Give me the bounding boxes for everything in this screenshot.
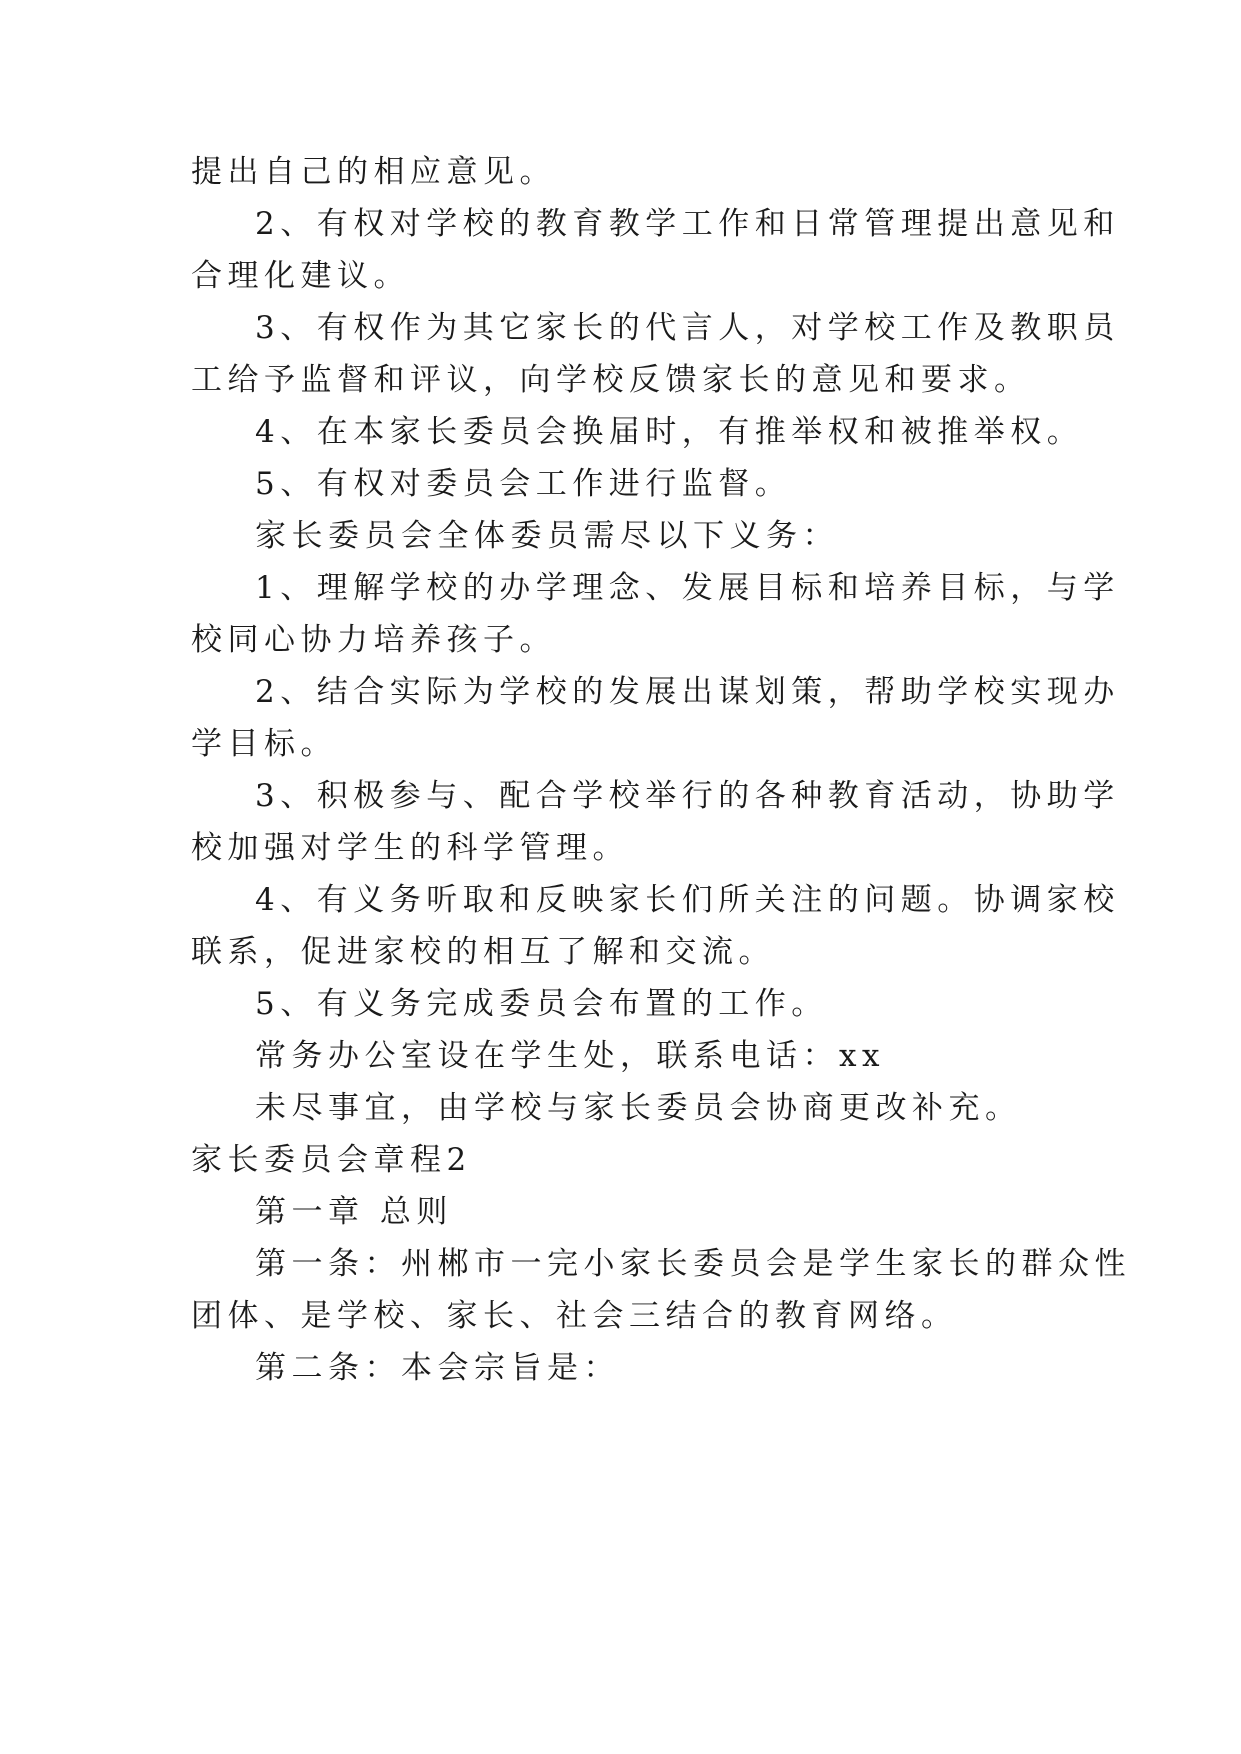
text-line: 联系，促进家校的相互了解和交流。 <box>191 934 775 970</box>
text-line: 4、有义务听取和反映家长们所关注的问题。协调家校 <box>255 882 1120 918</box>
text-line: 5、有权对委员会工作进行监督。 <box>255 466 792 502</box>
text-line: 未尽事宜，由学校与家长委员会协商更改补充。 <box>255 1090 1022 1126</box>
text-line: 5、有义务完成委员会布置的工作。 <box>255 986 828 1022</box>
text-line: 4、在本家长委员会换届时，有推举权和被推举权。 <box>255 414 1084 450</box>
text-line: 学目标。 <box>191 726 337 762</box>
text-line: 校同心协力培养孩子。 <box>191 622 556 658</box>
text-line: 提出自己的相应意见。 <box>191 154 556 190</box>
text-line: 校加强对学生的科学管理。 <box>191 830 629 866</box>
text-line: 2、有权对学校的教育教学工作和日常管理提出意见和 <box>255 206 1120 242</box>
text-line: 3、有权作为其它家长的代言人，对学校工作及教职员 <box>255 310 1120 346</box>
text-line: 团体、是学校、家长、社会三结合的教育网络。 <box>191 1298 958 1334</box>
text-line: 第二条：本会宗旨是： <box>255 1350 620 1386</box>
text-line: 2、结合实际为学校的发展出谋划策，帮助学校实现办 <box>255 674 1120 710</box>
text-line: 工给予监督和评议，向学校反馈家长的意见和要求。 <box>191 362 1031 398</box>
text-line: 第一条：州郴市一完小家长委员会是学生家长的群众性 <box>255 1246 1131 1282</box>
section-heading: 家长委员会章程2 <box>191 1142 472 1178</box>
chapter-heading: 第一章 总则 <box>255 1194 453 1230</box>
text-line: 3、积极参与、配合学校举行的各种教育活动，协助学 <box>255 778 1120 814</box>
text-line: 1、理解学校的办学理念、发展目标和培养目标，与学 <box>255 570 1120 606</box>
text-line: 家长委员会全体委员需尽以下义务： <box>255 518 839 554</box>
text-line: 常务办公室设在学生处，联系电话：xx <box>255 1038 885 1074</box>
text-line: 合理化建议。 <box>191 258 410 294</box>
